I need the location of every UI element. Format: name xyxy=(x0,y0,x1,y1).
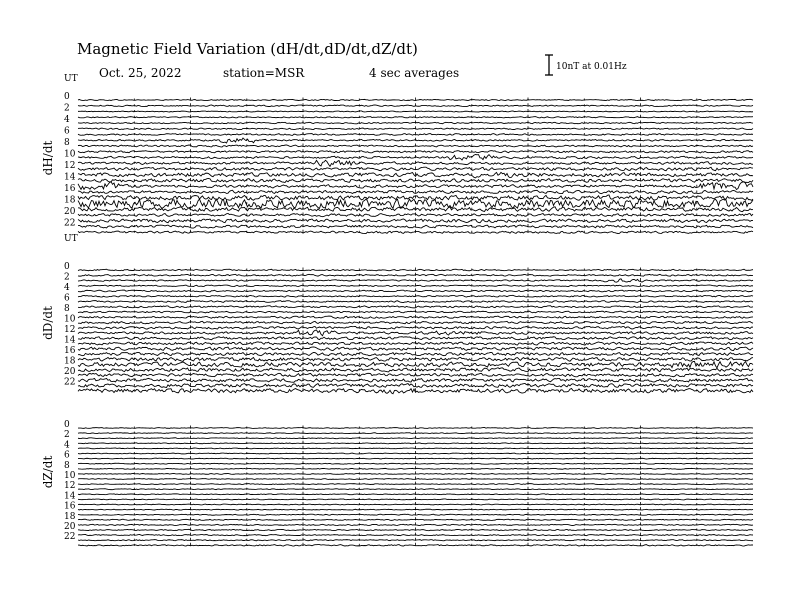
hour-label: 2 xyxy=(64,272,70,283)
hour-label: 22 xyxy=(64,377,76,388)
y-axis-label: dH/dt xyxy=(41,140,55,176)
hour-label: 20 xyxy=(64,207,76,217)
hour-label: 0 xyxy=(64,92,70,102)
hour-label: 20 xyxy=(64,522,76,532)
hour-label: 16 xyxy=(64,501,76,512)
hour-label: 0 xyxy=(64,262,70,272)
ut-axis-label: UT xyxy=(64,74,78,84)
hour-label: 6 xyxy=(64,293,70,304)
hour-label: 10 xyxy=(64,471,76,481)
panel-dZ-dt xyxy=(41,420,753,546)
hour-label: 18 xyxy=(64,195,76,206)
hour-label: 4 xyxy=(64,115,70,125)
panels xyxy=(41,74,753,546)
panel-dH-dt xyxy=(41,74,753,234)
hour-label: 6 xyxy=(64,126,70,137)
ut-axis-label: UT xyxy=(64,234,78,244)
hour-label: 4 xyxy=(64,440,70,451)
hour-label: 12 xyxy=(64,481,76,492)
hour-label: 22 xyxy=(64,532,76,543)
panel-dD-dt xyxy=(41,234,753,394)
hour-label: 8 xyxy=(64,138,70,148)
hour-label: 14 xyxy=(64,172,76,183)
hour-label: 10 xyxy=(64,149,76,160)
hour-label: 16 xyxy=(64,346,76,356)
y-axis-label: dD/dt xyxy=(41,306,55,340)
station-label: station=MSR xyxy=(223,66,305,80)
hour-label: 16 xyxy=(64,184,76,194)
hour-label: 18 xyxy=(64,356,76,367)
hour-label: 4 xyxy=(64,283,70,293)
hour-label: 10 xyxy=(64,314,76,325)
hour-label: 20 xyxy=(64,367,76,377)
figure-title: Magnetic Field Variation (dH/dt,dD/dt,dZ/dt) xyxy=(77,40,418,58)
averaging-label: 4 sec averages xyxy=(369,66,460,80)
hour-label: 22 xyxy=(64,218,76,229)
hour-label: 0 xyxy=(64,420,70,430)
y-axis-label: dZ/dt xyxy=(41,455,55,489)
date-label: Oct. 25, 2022 xyxy=(99,66,182,80)
hour-label: 14 xyxy=(64,335,76,346)
hour-label: 12 xyxy=(64,325,76,335)
hour-label: 2 xyxy=(64,103,70,114)
hour-label: 12 xyxy=(64,161,76,171)
scale-label: 10nT at 0.01Hz xyxy=(556,62,627,72)
scale-bar xyxy=(545,55,553,75)
hour-label: 6 xyxy=(64,450,70,461)
hour-label: 18 xyxy=(64,511,76,522)
hour-label: 2 xyxy=(64,430,70,441)
hour-label: 8 xyxy=(64,460,70,471)
hour-label: 8 xyxy=(64,304,70,314)
hour-label: 14 xyxy=(64,491,76,502)
